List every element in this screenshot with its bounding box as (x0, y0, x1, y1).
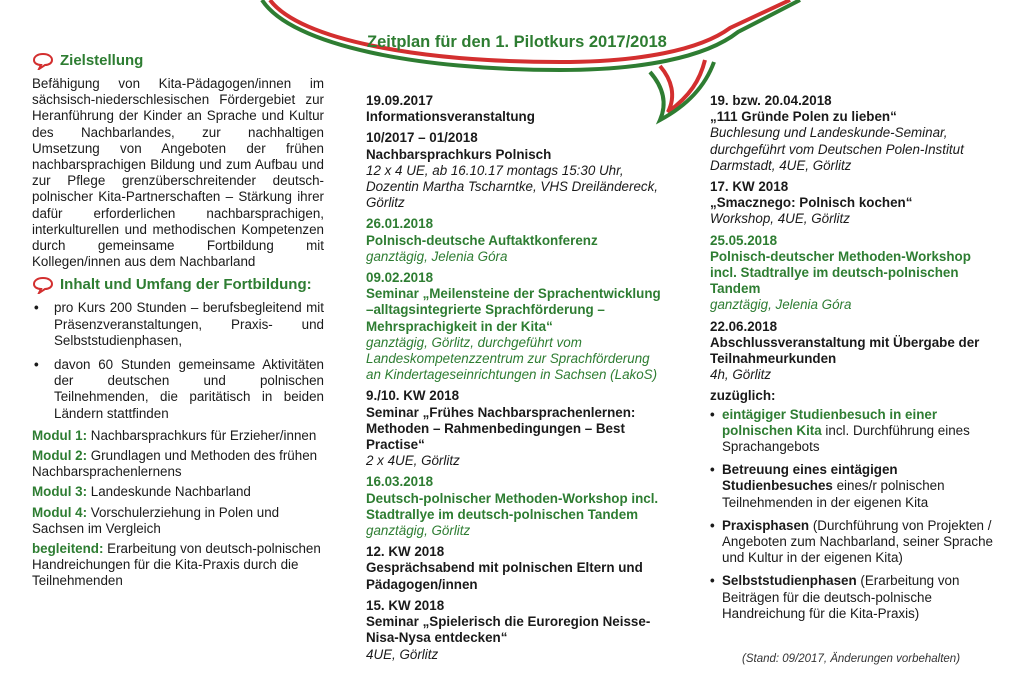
entry-title: Seminar „Meilensteine der Sprachentwicklung –alltagsintegrierte Sprachförderung – Mehrsprachigkeit in der Kita“ (366, 286, 661, 334)
entry-title: Gesprächsabend mit polnischen Eltern und Pädagogen/innen (366, 560, 643, 592)
goal-heading-label: Zielstellung (60, 52, 144, 69)
entry-date: 16.03.2018 (366, 474, 434, 490)
schedule-entry (366, 598, 666, 663)
entry-title: Seminar „Spielerisch die Euroregion Neisse-Nisa-Nysa entdecken“ (366, 614, 651, 646)
entry-title: Polnisch-deutscher Methoden-Workshop incl. Stadtrallye im deutsch-polnischen Tandem (710, 248, 971, 297)
entry-date: 19.09.2017 (366, 93, 434, 108)
module-label: Modul 3: (32, 484, 88, 500)
bullet-icon: • (34, 357, 39, 373)
entry-date: 25.05.2018 (710, 232, 778, 248)
schedule-column-right (710, 93, 1000, 629)
list-item (710, 573, 1000, 622)
list-item-text: pro Kurs 200 Stunden – berufsbegleitend mit Präsenzveranstaltungen, Praxis- und Selbststudienphasen, (54, 300, 324, 348)
schedule-entry (366, 216, 666, 265)
schedule-entry (710, 93, 1000, 174)
entry-title: Polnisch-deutsche Auftaktkonferenz (366, 232, 598, 248)
list-item (710, 518, 1000, 567)
status-note: (Stand: 09/2017, Änderungen vorbehalten) (742, 653, 961, 665)
goal-text: Befähigung von Kita-Pädagogen/innen im sächsisch-niederschlesischen Fördergebiet zur Heranführung der Kinder an Sprache und Kultur des Nachbarlandes, zur nachhaltigen Umsetzung von Angeboten der frühen nachbarsprachigen Bildung und zum Aufbau und zur Pflege grenzüberschreitender deutsch-polnischer Kita-Partnerschaften – Stärkung ihrer dafür erforderlichen nachbarsprachigen, interkulturellen und methodischen Kompetenzen durch gemeinsame Fortbildung mit Kollegen/innen aus dem Nachbarland (32, 76, 324, 270)
entry-date: 09.02.2018 (366, 270, 434, 286)
module-text: Erarbeitung von deutsch-polnischen Handreichungen für die Kita-Praxis durch die Teilnehmenden (32, 541, 321, 589)
entry-title: Nachbarsprachkurs Polnisch (366, 146, 552, 162)
entry-title: „111 Gründe Polen zu lieben“ (710, 109, 897, 125)
entry-date: 17. KW 2018 (710, 179, 789, 195)
extra-bold: Betreuung eines eintägigen Studienbesuches (722, 462, 898, 494)
schedule-entry (366, 474, 666, 539)
schedule-entry (366, 93, 666, 125)
entry-date: 22.06.2018 (710, 318, 778, 334)
schedule-entry (366, 130, 666, 211)
list-item (32, 357, 324, 422)
module-item (32, 448, 324, 480)
bullet-icon: • (710, 573, 715, 589)
entry-title: Deutsch-polnischer Methoden-Workshop incl. Stadtrallye im deutsch-polnischen Tandem (366, 490, 659, 522)
entry-title: „Smacznego: Polnisch kochen“ (710, 195, 913, 211)
bullet-icon: • (710, 406, 715, 422)
list-item (710, 407, 1000, 456)
page-title: Zeitplan für den 1. Pilotkurs 2017/2018 (367, 33, 667, 51)
left-column (32, 52, 324, 590)
list-item-text: davon 60 Stunden gemeinsame Aktivitäten der deutschen und polnischen Teilnehmenden, die paritätisch in beiden Ländern stattfinden (54, 357, 324, 421)
goal-heading (32, 52, 324, 70)
schedule-entry (710, 179, 1000, 228)
entry-date: 15. KW 2018 (366, 597, 445, 613)
entry-title: Informationsveranstaltung (366, 109, 535, 125)
module-item (32, 541, 324, 590)
modules-list (32, 428, 324, 590)
schedule-entry (366, 544, 666, 593)
schedule-entry (366, 388, 666, 469)
extra-text: incl. Durchführung eines Sprachangebots (722, 422, 970, 455)
module-item (32, 484, 324, 500)
entry-date: 9./10. KW 2018 (366, 388, 460, 404)
entry-date: 10/2017 – 01/2018 (366, 130, 478, 146)
entry-title: Abschlussveranstaltung mit Übergabe der Teilnahmeurkunden (710, 334, 980, 367)
module-text: Vorschulerziehung in Polen und Sachsen im Vergleich (32, 504, 280, 536)
entry-title: Seminar „Frühes Nachbarsprachenlernen: Methoden – Rahmenbedingungen – Best Practise“ (366, 404, 636, 453)
extra-text: (Durchführung von Projekten / Angeboten zum Nachbarland, seiner Sprache und Kultur in der eigenen Kita) (722, 517, 993, 566)
module-label: Modul 4: (32, 504, 88, 520)
entry-detail: ganztägig, Jelenia Góra (366, 248, 508, 264)
module-label: Modul 2: (32, 448, 88, 464)
extra-bold: eintägiger Studienbesuch in einer polnischen Kita (722, 406, 938, 438)
entry-date: 19. bzw. 20.04.2018 (710, 93, 832, 108)
speech-bubble-icon (32, 52, 54, 70)
entry-detail: ganztägig, Görlitz (366, 523, 471, 539)
entry-detail: 4UE, Görlitz (366, 646, 439, 662)
entry-detail: 4h, Görlitz (710, 367, 772, 383)
module-label: begleitend: (32, 541, 104, 557)
entry-date: 12. KW 2018 (366, 544, 445, 560)
schedule-entry (710, 319, 1000, 384)
extra-bold: Selbststudienphasen (722, 573, 857, 589)
bullet-icon: • (710, 462, 715, 478)
entry-detail: ganztägig, Görlitz, durchgeführt vom Landeskompetenzzentrum zur Sprachförderung an Kindertageseinrichtungen in Sachsen (LakoS) (366, 334, 658, 383)
extra-text: eines/r polnischen Teilnehmenden in der eigenen Kita (722, 478, 945, 510)
speech-bubble-icon (32, 276, 54, 294)
module-text: Nachbarsprachkurs für Erzieher/innen (87, 427, 317, 443)
extra-text: (Erarbeitung von Beiträgen für die deutsch-polnische Handreichung für die Kita-Praxis) (722, 573, 960, 621)
list-item (710, 462, 1000, 511)
entry-detail: Buchlesung und Landeskunde-Seminar, durchgeführt vom Deutschen Polen-Institut Darmstadt, 4UE, Görlitz (710, 125, 964, 173)
extra-bold: Praxisphasen (722, 517, 810, 533)
bullet-icon: • (34, 300, 39, 316)
schedule-column-middle (366, 93, 666, 668)
module-item (32, 428, 324, 444)
entry-detail: ganztägig, Jelenia Góra (710, 297, 852, 313)
schedule-entry (710, 233, 1000, 314)
entry-date: 26.01.2018 (366, 216, 434, 232)
extras-label: zuzüglich: (710, 388, 776, 404)
module-item (32, 505, 324, 537)
module-text: Grundlagen und Methoden des frühen Nachbarsprachenlernens (32, 448, 318, 480)
extras-list (710, 407, 1000, 622)
schedule-entry (366, 270, 666, 383)
entry-detail: Workshop, 4UE, Görlitz (710, 211, 850, 227)
entry-detail: 12 x 4 UE, ab 16.10.17 montags 15:30 Uhr, Dozentin Martha Tscharntke, VHS Dreiländereck, Görlitz (366, 162, 658, 211)
list-item (32, 300, 324, 349)
module-text: Landeskunde Nachbarland (87, 484, 251, 500)
entry-detail: 2 x 4UE, Görlitz (366, 453, 460, 469)
content-heading-label: Inhalt und Umfang der Fortbildung: (60, 276, 312, 294)
bullet-icon: • (710, 517, 715, 533)
content-bullet-list (32, 300, 324, 421)
content-heading (32, 276, 324, 294)
module-label: Modul 1: (32, 427, 88, 443)
